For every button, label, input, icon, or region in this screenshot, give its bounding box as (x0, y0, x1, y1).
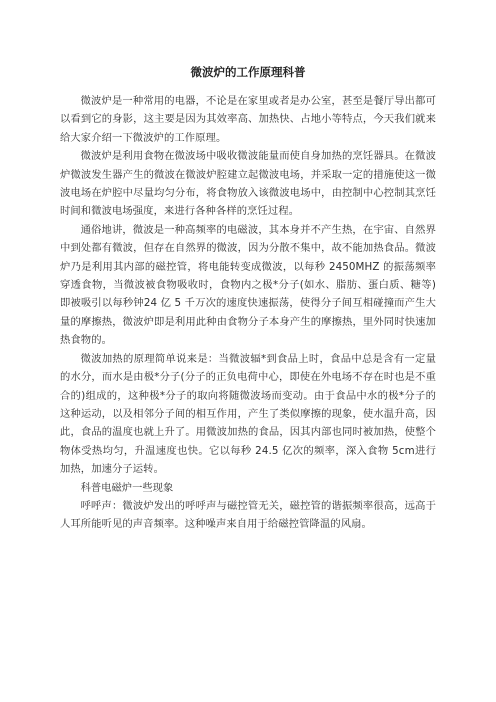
paragraph-definition: 微波炉是利用食物在微波场中吸收微波能量而使自身加热的烹饪器具。在微波炉微波发生器产生的微波在微波炉腔建立起微波电场，并采取一定的措施使这一微波电场在炉腔中尽量均匀分布，将食物放入该微波电场中，由控制中心控制其烹饪时间和微波电场强度，来进行各种各样的烹饪过程。 (60, 150, 436, 218)
paragraph-heating: 微波加热的原理简单说来是：当微波辐*到食品上时，食品中总是含有一定量的水分，而水是由极*分子(分子的正负电荷中心，即使在外电场不存在时也是不重合的)组成的，这种极*分子的取向将随微波场而变动。由于食品中水的极*分子的这种运动，以及相邻分子间的相互作用，产生了类似摩擦的现象，使水温升高，因此，食品的温度也就上升了。用微波加热的食品，因其内部也同时被加热，使整个物体受热均匀，升温速度也快。它以每秒 24.5 亿次的频率，深入食物 5cm进行加热，加速分子运转。 (60, 352, 436, 476)
paragraph-noise: 呼呼声：微波炉发出的呼呼声与磁控管无关，磁控管的谐振频率很高，远高于人耳所能听见的声音频率。这种噪声来自用于给磁控管降温的风扇。 (60, 499, 436, 531)
paragraph-principle: 通俗地讲，微波是一种高频率的电磁波，其本身并不产生热，在宇宙、自然界中到处都有微波，但存在自然界的微波，因为分散不集中，故不能加热食品。微波炉乃是利用其内部的磁控管，将电能转变成微波，以每秒 2450MHZ 的振荡频率穿透食物，当微波被食物吸收时，食物内之极*分子(如水、脂肪、蛋白质、糖等)即被吸引以每秒钟24 亿 5 千万次的速度快速振荡，使得分子间互相碰撞而产生大量的摩擦热，微波炉即是利用此种由食物分子本身产生的摩擦热，里外同时快速加热食物的。 (60, 223, 436, 347)
paragraph-intro: 微波炉是一种常用的电器，不论是在家里或者是办公室，甚至是餐厅导出都可以看到它的身影，这主要是因为其效率高、加热快、占地小等特点，今天我们就来给大家介绍一下微波炉的工作原理。 (60, 95, 436, 144)
section-subheading: 科普电磁炉一些现象 (80, 481, 174, 494)
document-title: 微波炉的工作原理科普 (190, 65, 306, 79)
